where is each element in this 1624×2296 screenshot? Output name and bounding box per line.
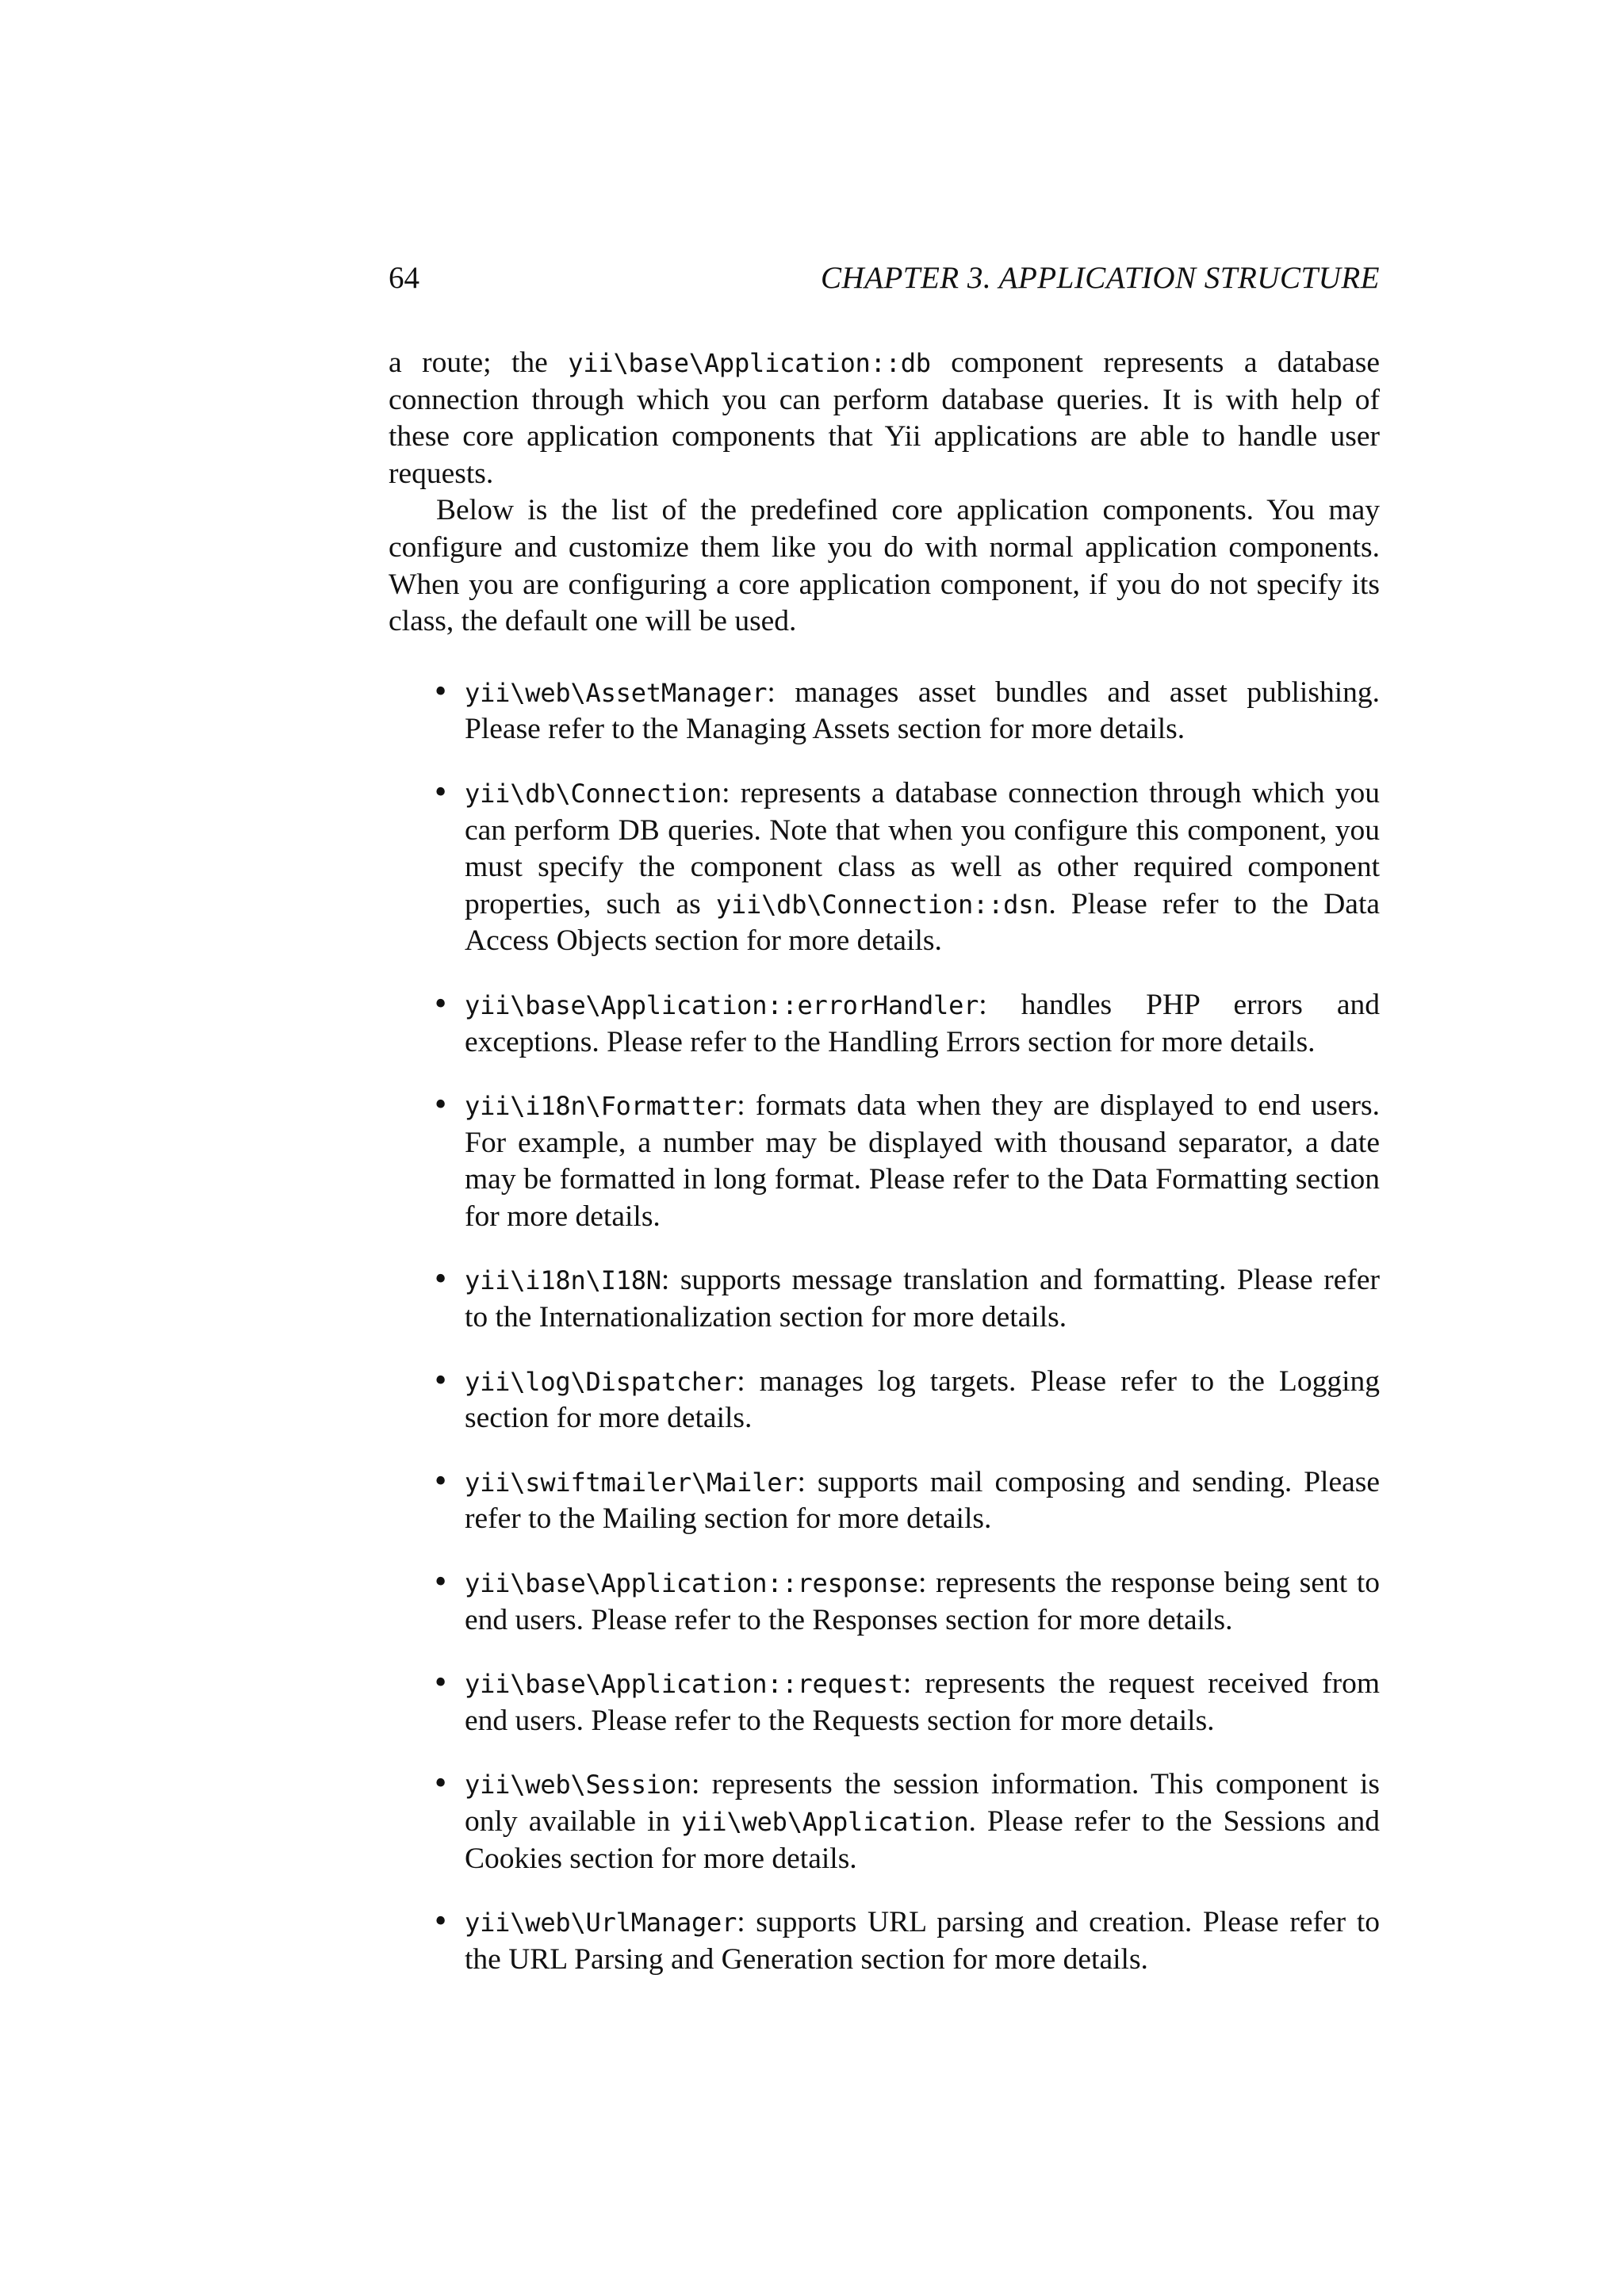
list-item-request [432,1666,1380,1739]
page-body [389,345,1380,2005]
bullet-icon: • [432,1264,450,1297]
component-description: : supports URL parsing and creation. Please refer to the URL Parsing and Generation section for more details. [465,1906,1380,1976]
list-item-formatter [432,1088,1380,1235]
page-header [389,258,1380,298]
component-class-name: yii\swiftmailer\Mailer [465,1467,798,1498]
list-item-url-manager [432,1904,1380,1978]
list-item-mailer [432,1464,1380,1538]
list-item-log-dispatcher [432,1364,1380,1437]
component-class-name: yii\base\Application::response [465,1568,918,1599]
inline-code-dsn: yii\db\Connection::dsn [715,889,1049,920]
bullet-icon: • [432,776,450,809]
component-class-name: yii\web\UrlManager [465,1908,737,1938]
component-class-name: yii\web\AssetManager [465,677,768,708]
inline-code-web-application: yii\web\Application [681,1807,969,1837]
component-description: : represents the request received from end users. Please refer to the Requests section for more details. [465,1667,1380,1737]
core-components-list [389,675,1380,1979]
page-number: 64 [389,261,419,295]
intro-text-end: component represents a database connection through which you can perform database queries. It is with help of these core application components that Yii applications are able to handle user requests. [389,346,1380,490]
list-item-session [432,1766,1380,1877]
components-intro-paragraph: Below is the list of the predefined core application components. You may configure and customize them like you do with normal application components. When you are configuring a core application component, if you do not specify its class, the default one will be used. [389,494,1380,638]
component-class-name: yii\base\Application::errorHandler [465,989,979,1020]
bullet-icon: • [432,675,450,709]
component-class-name: yii\i18n\I18N [465,1265,661,1296]
intro-text-start: a route; the [389,346,569,379]
bullet-icon: • [432,1465,450,1498]
list-item-db-connection [432,775,1381,960]
inline-code-db: yii\base\Application::db [568,348,931,378]
bullet-icon: • [432,1667,450,1701]
component-class-name: yii\db\Connection [465,778,722,809]
component-description-end: . Please refer to the Sessions and Cookies section for more details. [465,1805,1380,1875]
component-description-end: . Please refer to the Data Access Objects section for more details. [465,887,1381,958]
component-description: : represents the session information. This component is only available in [465,1768,1380,1838]
component-description: : supports mail composing and sending. Please refer to the Mailing section for more details. [465,1465,1380,1536]
component-description: : formats data when they are displayed to end users. For example, a number may be displayed with thousand separator, a date may be formatted in long format. Please refer to the Data Formatting section for more details. [465,1089,1380,1233]
list-item-i18n [432,1262,1380,1336]
running-title: CHAPTER 3. APPLICATION STRUCTURE [820,261,1380,295]
intro-paragraph [389,345,1380,492]
component-class-name: yii\log\Dispatcher [465,1366,737,1397]
list-item-asset-manager [432,675,1380,748]
bullet-icon: • [432,1567,450,1600]
component-description: : manages asset bundles and asset publishing. Please refer to the Managing Assets section for more details. [465,675,1380,746]
component-description: : manages log targets. Please refer to the Logging section for more details. [465,1364,1380,1435]
component-class-name: yii\web\Session [465,1770,691,1800]
bullet-icon: • [432,988,450,1021]
list-item-response [432,1565,1380,1639]
component-description: : handles PHP errors and exceptions. Please refer to the Handling Errors section for more details. [465,988,1380,1058]
bullet-icon: • [432,1768,450,1801]
component-class-name: yii\i18n\Formatter [465,1091,737,1122]
list-item-error-handler [432,987,1380,1061]
component-description: : represents a database connection through which you can perform DB queries. Note that when you configure this component, you must specify the component class as well as other required component properties, such as [465,776,1380,920]
bullet-icon: • [432,1906,450,1939]
bullet-icon: • [432,1364,450,1398]
component-class-name: yii\base\Application::request [465,1669,903,1700]
component-description: : represents the response being sent to end users. Please refer to the Responses section for more details. [465,1567,1380,1636]
bullet-icon: • [432,1089,450,1123]
component-description: : supports message translation and formatting. Please refer to the Internationalization section for more details. [465,1264,1380,1334]
